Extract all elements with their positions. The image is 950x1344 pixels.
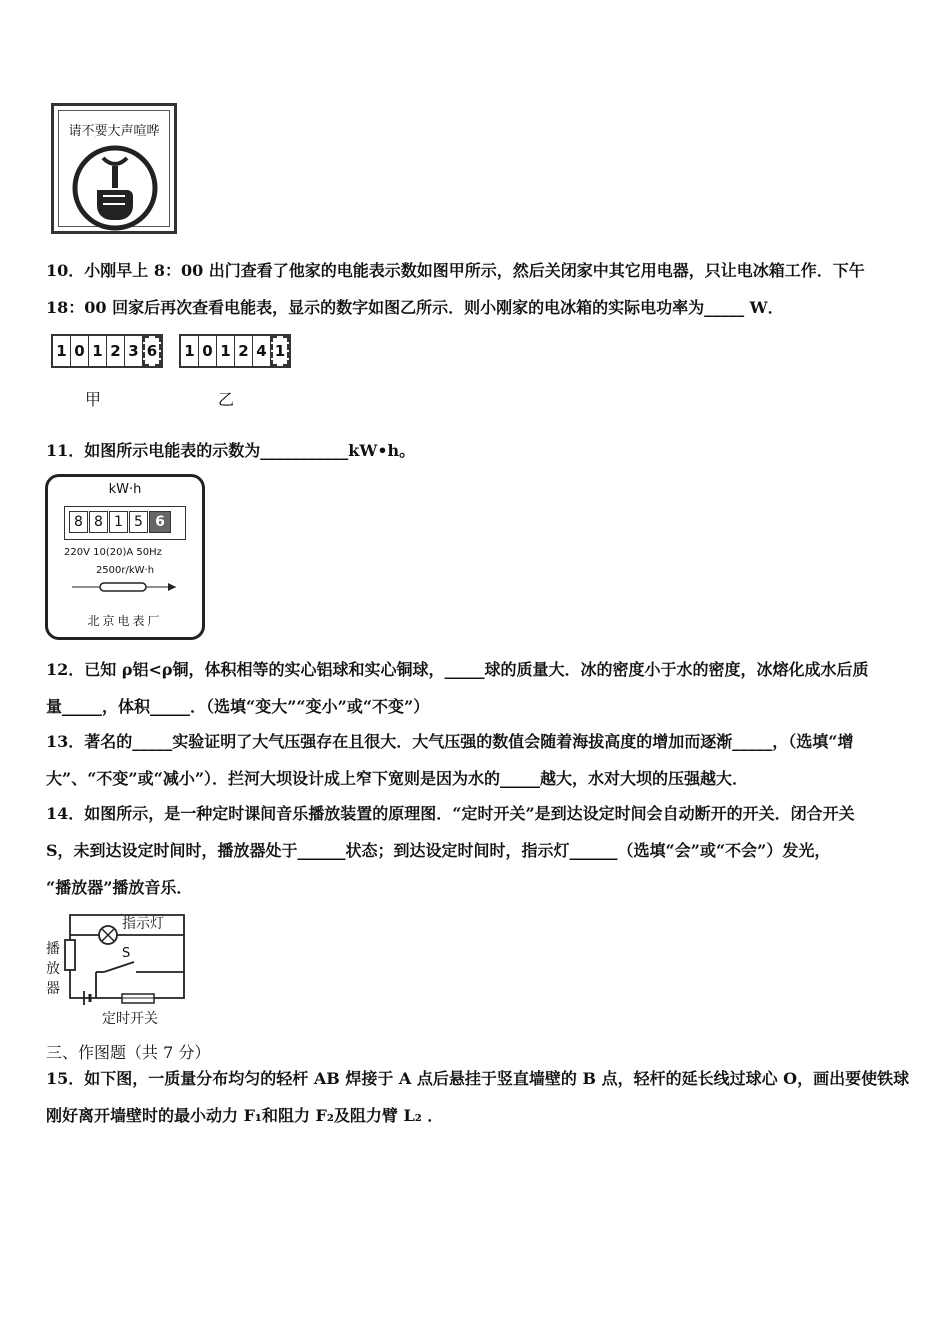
meter-display	[64, 506, 186, 540]
q13-line2: 大”、“不变”或“减小”）．拦河大坝设计成上窄下宽则是因为水的_____越大，水对大坝的压强越大．	[46, 769, 749, 788]
meter-digit: 1	[109, 511, 128, 533]
q15-line2: 刚好离开墙壁时的最小动力 F₁和阻力 F₂及阻力臂 L₂ ．	[46, 1106, 444, 1125]
meter-rate: 2500r/kW·h	[95, 565, 155, 576]
meter-decimal-digit: 6	[149, 511, 171, 533]
meter-jia	[51, 334, 163, 368]
sign-text: 请不要大声喧哗	[68, 124, 160, 139]
meter-jia-digit: 2	[107, 336, 125, 366]
meter-spec: 220V 10(20)A 50Hz	[64, 547, 162, 558]
meter-yi-digit: 1	[217, 336, 235, 366]
player-label-2: 放	[46, 961, 60, 977]
hush-icon	[71, 144, 159, 232]
q12-line2: 量_____，体积_____．（选填“变大”“变小”或“不变”）	[46, 697, 430, 716]
q13-line1: 13．著名的_____实验证明了大气压强存在且很大．大气压强的数值会随着海拔高度的增加而逐渐_____，（选填“增	[46, 732, 854, 751]
quiet-sign-figure	[51, 103, 177, 234]
meter-yi-label: 乙	[218, 390, 235, 409]
q12-line1: 12．已知 ρ铝<ρ铜，体积相等的实心铝球和实心铜球，_____球的质量大．冰的密度小于水的密度，冰熔化成水后质	[46, 660, 869, 679]
switch-label: S	[122, 946, 131, 961]
meter-maker: 北京电表厂	[87, 614, 163, 628]
meter-yi	[179, 334, 291, 368]
meter-jia-digit: 0	[71, 336, 89, 366]
meter-digit: 8	[89, 511, 108, 533]
q15-line1: 15．如下图，一质量分布均匀的轻杆 AB 焊接于 A 点后悬挂于竖直墙壁的 B 点，轻杆的延长线过球心 O，画出要使铁球	[46, 1069, 910, 1088]
section-3-title: 三、作图题（共 7 分）	[46, 1043, 211, 1062]
q14-line2: S，未到达设定时间时，播放器处于______状态；到达设定时间时，指示灯______（选填“会”或“不会”）发光，	[46, 841, 831, 860]
meter-unit: kW·h	[108, 482, 142, 497]
kwh-meter-figure	[45, 474, 205, 640]
player-label-1: 播	[46, 941, 60, 957]
meter-yi-digit: 1	[181, 336, 199, 366]
q10-line2: 18：00 回家后再次查看电能表，显示的数字如图乙所示．则小刚家的电冰箱的实际电功率为_____ W．	[46, 298, 784, 317]
meter-disc-icon	[70, 580, 180, 594]
meter-digit: 8	[69, 511, 88, 533]
lamp-label: 指示灯	[122, 916, 164, 932]
meter-digit: 5	[129, 511, 148, 533]
q11-line1: 11．如图所示电能表的示数为___________kW•h。	[46, 441, 416, 460]
q10-line1: 10．小刚早上 8：00 出门查看了他家的电能表示数如图甲所示，然后关闭家中其它用电器，只让电冰箱工作．下午	[46, 261, 865, 280]
meter-yi-decimal-digit: 1	[271, 336, 289, 366]
meter-jia-label: 甲	[85, 390, 102, 409]
meter-jia-digit: 3	[125, 336, 143, 366]
meter-jia-digit: 1	[53, 336, 71, 366]
player-label-3: 器	[46, 981, 60, 997]
meter-jia-digit: 1	[89, 336, 107, 366]
timer-switch-label: 定时开关	[102, 1011, 158, 1027]
meter-yi-digit: 2	[235, 336, 253, 366]
meter-yi-digit: 4	[253, 336, 271, 366]
q14-line3: “播放器”播放音乐．	[46, 878, 193, 897]
meter-yi-digit: 0	[199, 336, 217, 366]
circuit-figure	[44, 910, 194, 1030]
q14-line1: 14．如图所示，是一种定时课间音乐播放装置的原理图．“定时开关”是到达设定时间会自动断开的开关．闭合开关	[46, 804, 855, 823]
meter-jia-decimal-digit: 6	[143, 336, 161, 366]
